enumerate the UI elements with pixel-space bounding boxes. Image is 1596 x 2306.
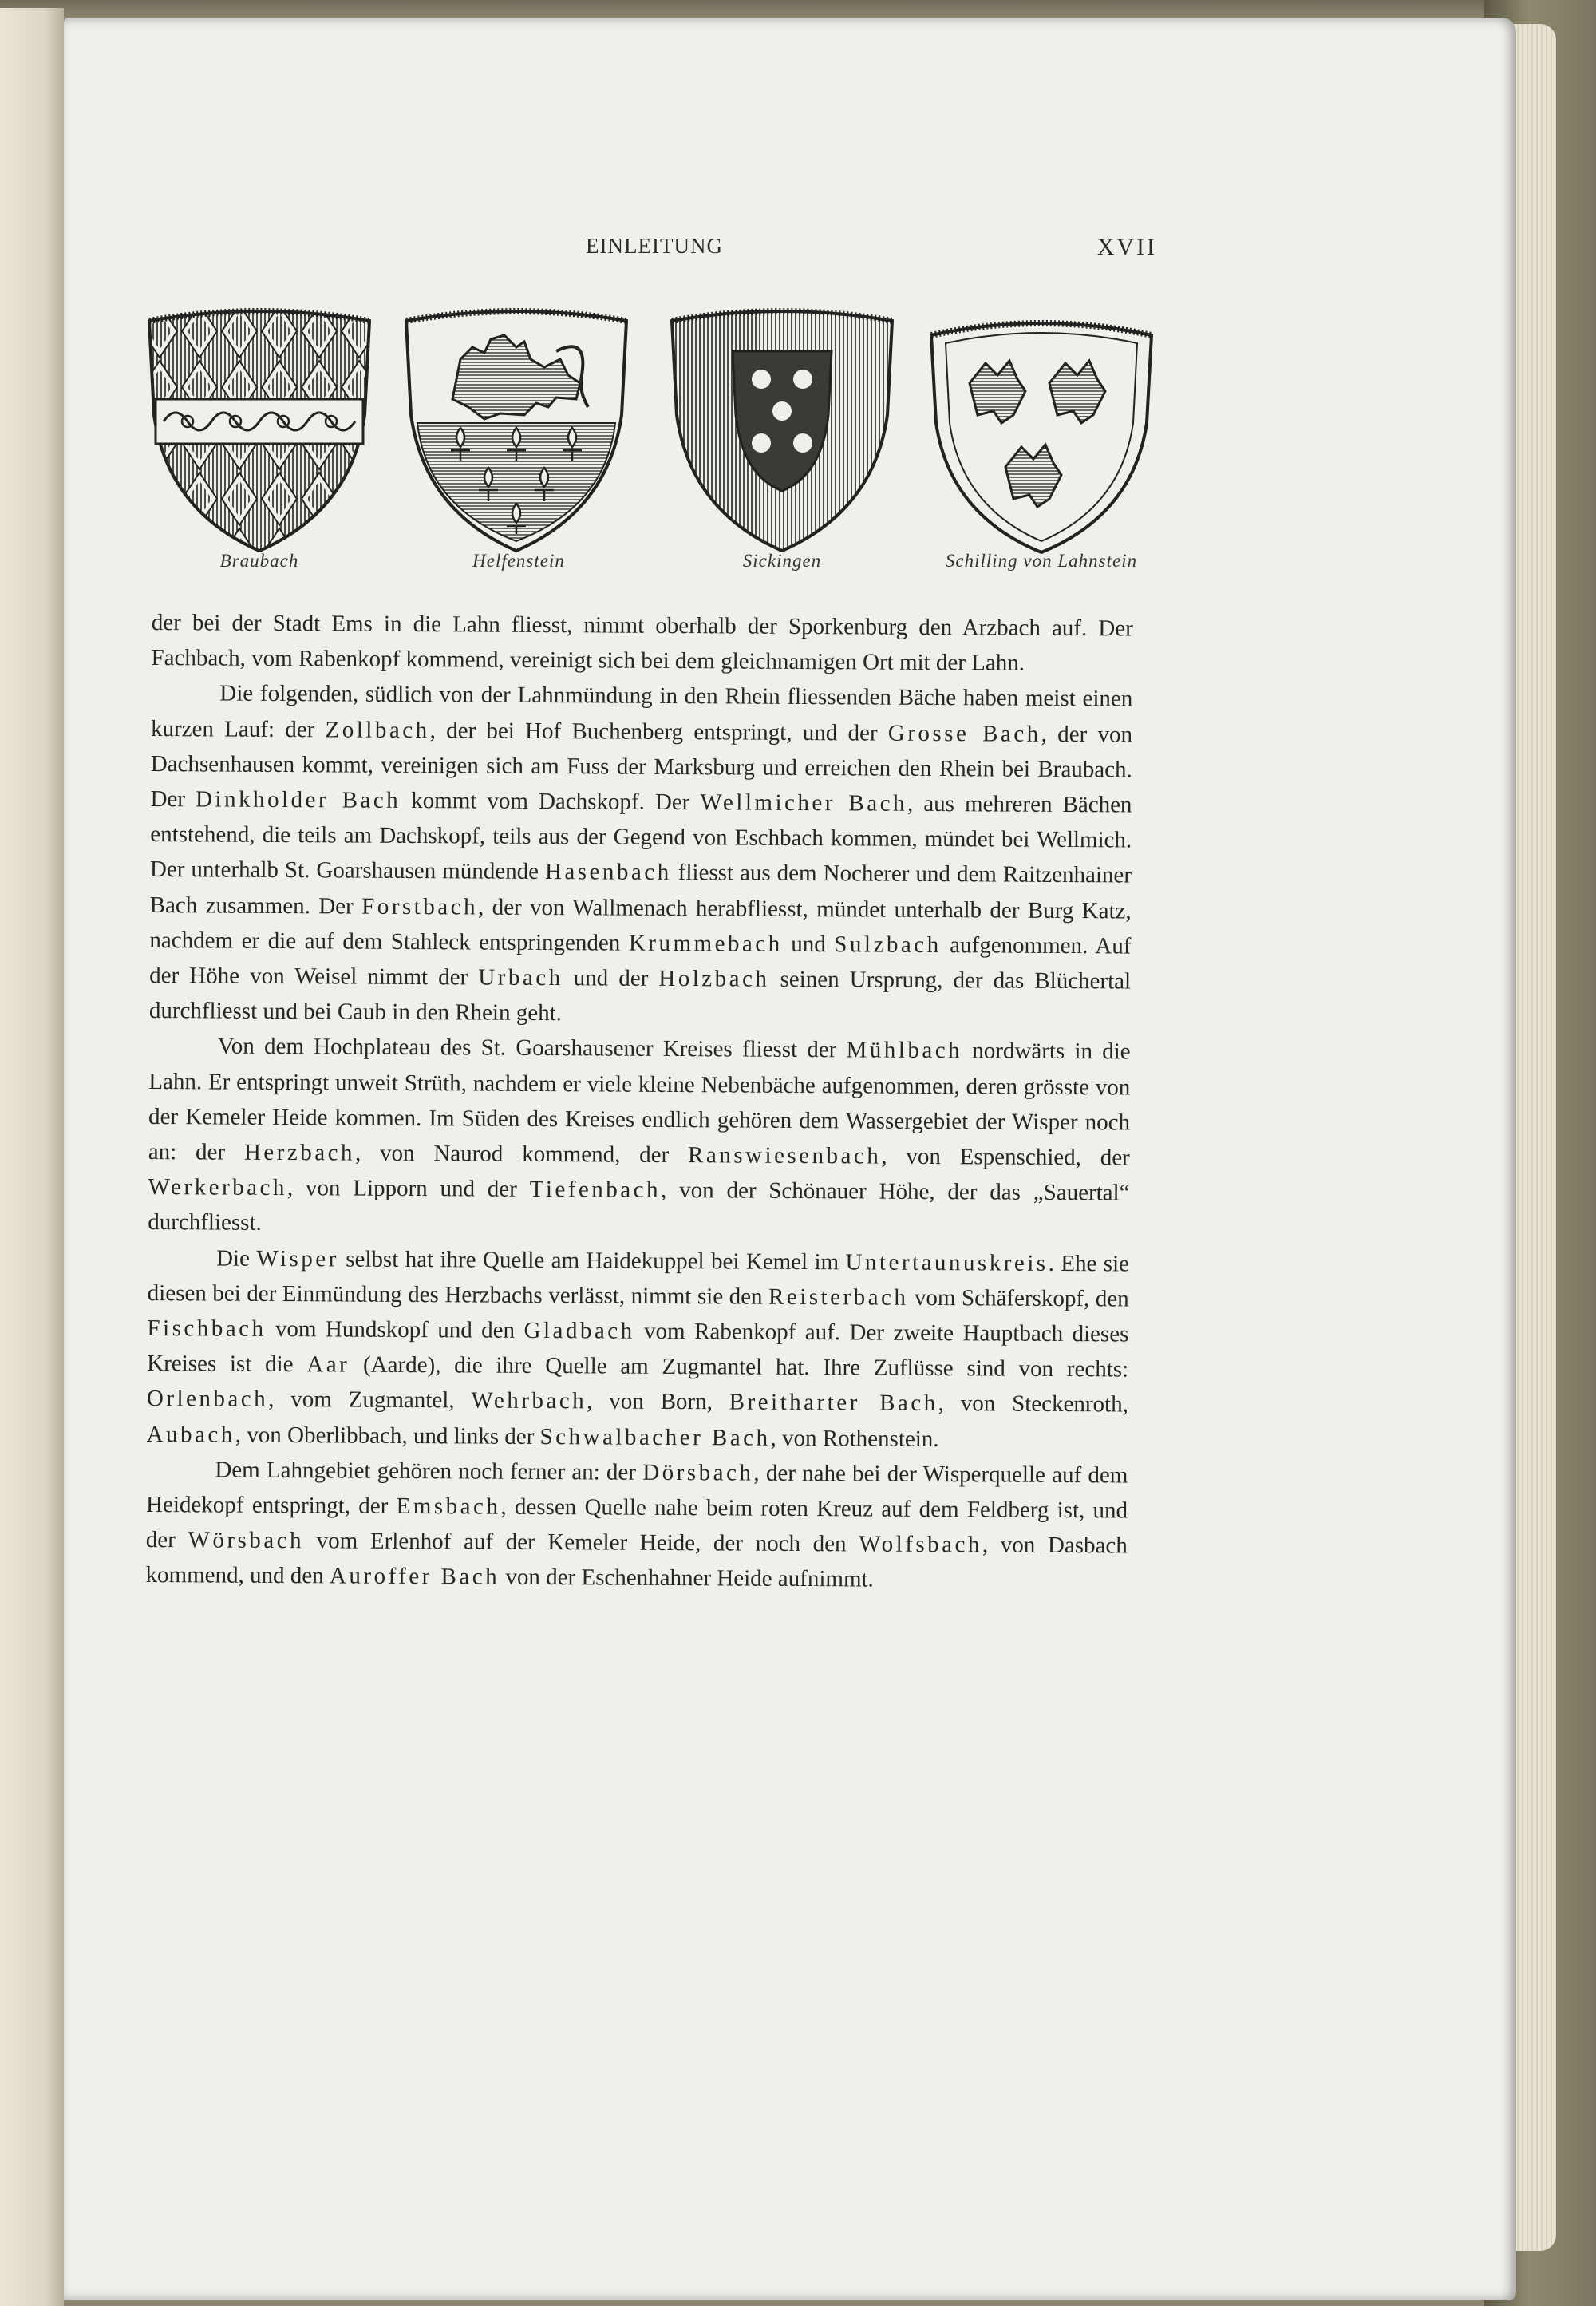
text-run: vom Hundskopf und den <box>266 1315 524 1343</box>
text-run: , von Dasbach kommend, und den <box>145 1532 1128 1589</box>
text-run: aufgenommen. Auf der Höhe von Weisel nimmt der <box>149 931 1132 991</box>
crest-caption-helfenstein: Helfenstein <box>472 551 565 571</box>
text-run: , von Naurod kommend, der <box>354 1140 689 1169</box>
page-number: XVII <box>1096 234 1157 260</box>
text-run: . Ehe sie diesen bei der Einmündung des Herzbachs verlässt, nimmt sie den <box>147 1250 1130 1310</box>
stream-name: Gladbach <box>523 1317 635 1344</box>
stream-name: Zollbach <box>325 716 430 743</box>
text-run: vom Schäferskopf, den <box>908 1284 1129 1312</box>
text-run: kommt vom Dachskopf. Der <box>401 787 701 816</box>
text-run: , von Rothenstein. <box>770 1425 939 1452</box>
stream-name: Untertaunuskreis <box>845 1248 1049 1276</box>
stream-name: Fischbach <box>147 1315 267 1342</box>
text-run: (Aarde), die ihre Quelle am Zugmantel hat. Ihre Zuflüsse sind von rechts: <box>350 1351 1129 1382</box>
stream-name: Breitharter Bach <box>729 1389 938 1417</box>
stream-name: Mühlbach <box>846 1037 963 1064</box>
crest-caption-sickingen: Sickingen <box>742 551 822 571</box>
body-text <box>145 605 1133 1599</box>
text-run: von der Eschenhahner Heide aufnimmt. <box>500 1564 874 1593</box>
paragraph <box>145 1452 1128 1599</box>
text-run: Die folgenden, südlich von der Lahnmündung in den Rhein fliessenden Bäche haben meist einen kurzen Lauf: der <box>150 680 1133 742</box>
paragraph <box>151 605 1133 682</box>
stream-name: Dinkholder Bach <box>195 786 401 813</box>
text-run: , vom Zugmantel, <box>268 1386 472 1414</box>
stream-name: Schwalbacher Bach <box>539 1423 771 1451</box>
stream-name: Hasenbach <box>544 859 672 886</box>
crest-caption-schilling: Schilling von Lahnstein <box>945 551 1138 571</box>
text-run: , von der Schönauer Höhe, der das „Sauertal“ durchfliesst. <box>148 1177 1130 1236</box>
text-run: vom Erlenhof auf der Kemeler Heide, der noch den <box>303 1528 859 1557</box>
stream-name: Reisterbach <box>768 1284 909 1311</box>
braubach-crest-icon <box>140 303 379 559</box>
text-run: , aus mehreren Bächen entstehend, die teils am Dachskopf, teils aus der Gegend von Eschbach kommen, mündet bei Wellmich. Der unterhalb St. Goarshausen mündende <box>149 790 1132 885</box>
text-run: Von dem Hochplateau des St. Goarshausener Kreises fliesst der <box>217 1033 847 1063</box>
text-run: , der von Wallmenach herabfliesst, mündet unterhalb der Burg Katz, nachdem er die auf dem Stahleck entspringenden <box>149 894 1132 956</box>
stream-name: Aubach <box>146 1421 235 1448</box>
text-run: der bei der Stadt Ems in die Lahn fliesst, nimmt oberhalb der Sporkenburg den Arzbach auf. Der Fachbach, vom Rabenkopf kommend, vereinigt sich bei dem gleichnamigen Ort mit der Lahn. <box>151 609 1133 676</box>
text-run: seinen Ursprung, der das Blüchertal durchfliesst und bei Caub in den Rhein geht. <box>148 966 1132 1026</box>
running-head: EINLEITUNG <box>586 234 723 258</box>
paragraph <box>149 675 1133 1034</box>
crest-caption-braubach: Braubach <box>219 551 299 571</box>
text-run: und der <box>563 965 659 991</box>
paragraph <box>147 1240 1130 1458</box>
stream-name: Orlenbach <box>146 1386 269 1413</box>
schilling-crest-icon <box>922 303 1161 559</box>
stream-name: Wehrbach <box>471 1387 587 1414</box>
stream-name: Urbach <box>478 964 563 991</box>
stream-name: Sulzbach <box>834 931 942 958</box>
text-run: und <box>782 931 835 958</box>
stream-name: Aar <box>306 1351 350 1378</box>
text-run: , von Espenschied, der <box>881 1143 1130 1171</box>
text-run: Dem Lahngebiet gehören noch ferner an: der <box>215 1457 643 1485</box>
text-run: , von Oberlibbach, und links der <box>235 1422 540 1450</box>
helfenstein-crest-icon <box>397 303 636 559</box>
text-run: vom Rabenkopf auf. Der zweite Hauptbach dieses Kreises ist die <box>147 1318 1129 1378</box>
stream-name: Tiefenbach <box>529 1177 662 1204</box>
stream-name: Grosse Bach <box>887 720 1041 747</box>
stream-name: Wolfsbach <box>859 1531 983 1558</box>
previous-page-edge <box>0 8 64 2306</box>
stream-name: Forstbach <box>361 893 479 920</box>
text-run: fliesst aus dem Nocherer und dem Raitzenhainer Bach zusammen. Der <box>149 860 1132 920</box>
stream-name: Wörsbach <box>188 1527 305 1554</box>
stream-name: Auroffer Bach <box>329 1563 500 1591</box>
text-run: , der von Dachsenhausen kommt, vereinigen sich am Fuss der Marksburg und erreichen den Rhein bei Braubach. Der <box>150 721 1133 813</box>
sickingen-crest-icon <box>662 303 902 559</box>
text-run: , der bei Hof Buchenberg entspringt, und der <box>429 717 888 746</box>
stream-name: Ranswiesenbach <box>687 1142 882 1169</box>
text-run: , der nahe bei der Wisperquelle auf dem Heidekopf entspringt, der <box>146 1460 1128 1519</box>
text-run: Die <box>215 1245 257 1272</box>
stream-name: Herzbach <box>243 1139 356 1166</box>
stream-name: Dörsbach <box>642 1459 754 1486</box>
text-run: , von Steckenroth, <box>938 1390 1129 1418</box>
stream-name: Wellmicher Bach <box>700 789 908 817</box>
text-run: nordwärts in die Lahn. Er entspringt unweit Strüth, nachdem er viele kleine Nebenbäche aufgenommen, deren grösste von der Kemeler Heide kommen. Im Süden des Kreises endlich gehören dem Wassergebiet der Wisper noch an: der <box>148 1038 1131 1165</box>
stream-name: Werkerbach <box>148 1174 287 1201</box>
stream-name: Krummebach <box>628 930 783 957</box>
paragraph <box>148 1028 1131 1246</box>
stream-name: Emsbach <box>396 1493 501 1520</box>
text-run: , von Lipporn und der <box>286 1175 530 1203</box>
text-run: , dessen Quelle nahe beim roten Kreuz auf dem Feldberg ist, und der <box>145 1493 1128 1553</box>
stream-name: Wisper <box>256 1245 339 1272</box>
stream-name: Holzbach <box>658 965 770 992</box>
text-run: , von Born, <box>587 1388 729 1415</box>
text-run: selbst hat ihre Quelle am Haidekuppel bei Kemel im <box>338 1246 846 1275</box>
